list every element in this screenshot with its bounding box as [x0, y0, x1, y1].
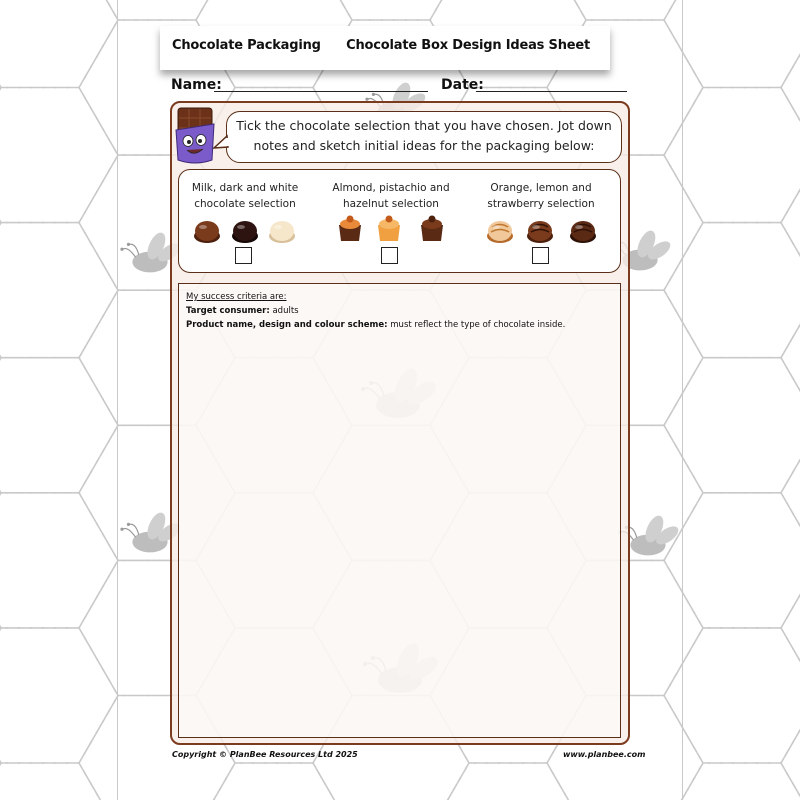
success-criteria-item-2	[186, 320, 565, 330]
date-label: Date:	[441, 77, 484, 93]
copyright-text: Copyright © PlanBee Resources Ltd 2025	[172, 750, 358, 759]
sheet-title: Chocolate Box Design Ideas Sheet	[346, 38, 590, 53]
criteria-1-value: adults	[269, 306, 299, 316]
selection-1-line-2: chocolate selection	[194, 198, 296, 210]
chocolate-truffle-icon	[378, 216, 400, 242]
chocolate-truffle-icon	[194, 221, 220, 243]
criteria-2-label: Product name, design and colour scheme:	[186, 320, 388, 330]
selection-3-line-1: Orange, lemon and	[490, 182, 592, 194]
success-criteria-item-1	[186, 306, 299, 316]
selection-2-line-2: hazelnut selection	[343, 198, 439, 210]
website-link[interactable]: www.planbee.com	[563, 750, 646, 759]
criteria-1-label: Target consumer:	[186, 306, 270, 316]
chocolate-truffle-icon	[232, 221, 258, 243]
instructions-line-2: notes and sketch initial ideas for the packaging below:	[253, 138, 595, 153]
checkbox-almond-pistachio-hazelnut[interactable]	[381, 247, 398, 264]
topic-title: Chocolate Packaging	[172, 38, 321, 53]
chocolate-truffle-icon	[527, 221, 553, 243]
instructions-line-1: Tick the chocolate selection that you have chosen. Jot down	[236, 118, 612, 133]
checkbox-milk-dark-white[interactable]	[235, 247, 252, 264]
checkbox-orange-lemon-strawberry[interactable]	[532, 247, 549, 264]
criteria-2-value: must reflect the type of chocolate inside.	[387, 320, 566, 330]
chocolate-truffle-icon	[487, 221, 513, 243]
chocolate-truffle-icon	[339, 216, 361, 242]
success-criteria-heading: My success criteria are:	[186, 292, 287, 302]
selection-3-line-2: strawberry selection	[487, 198, 595, 210]
selection-1-line-1: Milk, dark and white	[191, 182, 299, 194]
chocolate-truffle-icon	[269, 221, 295, 243]
selection-2-line-1: Almond, pistachio and	[332, 182, 450, 194]
chocolate-truffle-icon	[421, 216, 443, 242]
notes-sketch-area[interactable]	[178, 283, 621, 738]
chocolate-truffle-icon	[570, 221, 596, 243]
name-label: Name:	[171, 77, 222, 93]
